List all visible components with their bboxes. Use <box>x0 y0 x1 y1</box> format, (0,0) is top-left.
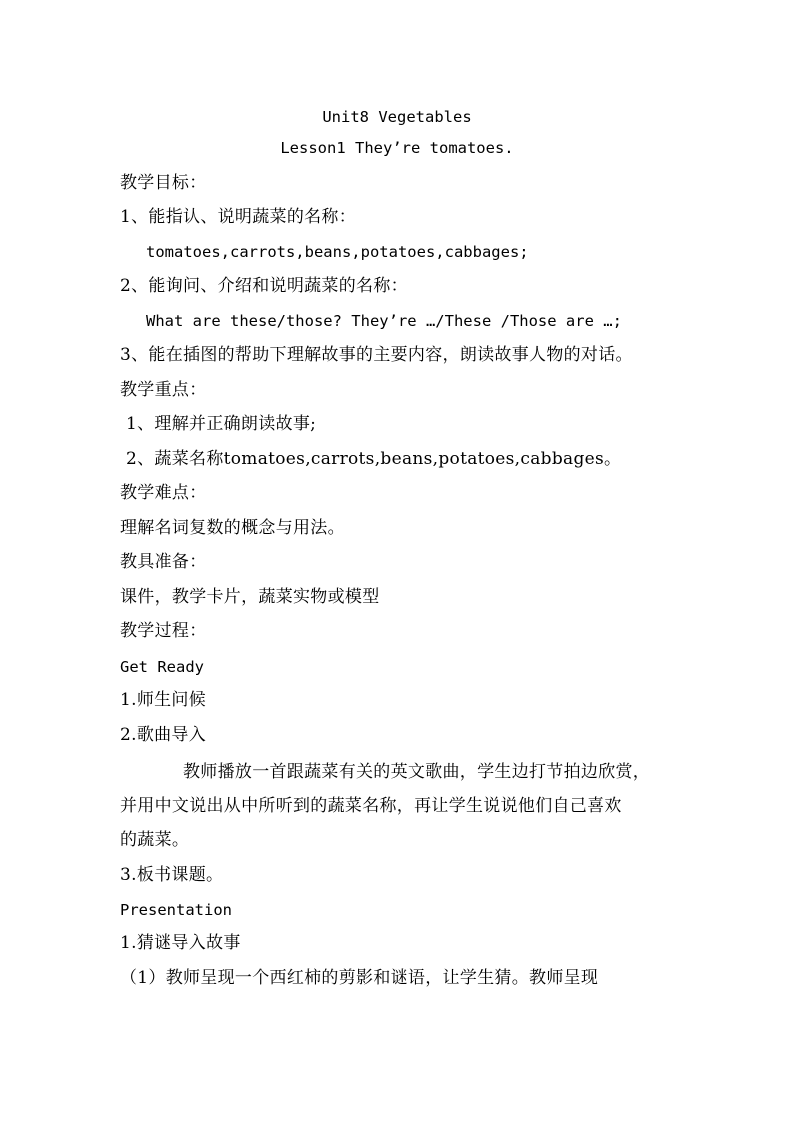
heading-difficulties: 教学难点： <box>120 483 207 503</box>
lesson-title: Lesson1 They’re tomatoes. <box>280 139 514 157</box>
step-riddle: 1.猜谜导入故事 <box>120 933 241 953</box>
key-point-1: 1、理解并正确朗读故事; <box>126 414 317 434</box>
song-paragraph-line-3: 的蔬菜。 <box>120 830 190 850</box>
section-presentation: Presentation <box>120 901 232 919</box>
goal-2: 2、能询问、介绍和说明蔬菜的名称： <box>120 276 408 296</box>
section-get-ready: Get Ready <box>120 658 204 676</box>
heading-teaching-goals: 教学目标： <box>120 173 207 193</box>
heading-materials: 教具准备： <box>120 552 207 572</box>
song-paragraph-line-1: 教师播放一首跟蔬菜有关的英文歌曲，学生边打节拍边欣赏， <box>183 762 651 782</box>
difficulty-text: 理解名词复数的概念与用法。 <box>120 518 345 538</box>
riddle-paragraph-line-1: （1）教师呈现一个西红柿的剪影和谜语，让学生猜。教师呈现 <box>120 968 599 988</box>
materials-text: 课件，教学卡片，蔬菜实物或模型 <box>120 587 380 607</box>
key-point-2: 2、蔬菜名称tomatoes,carrots,beans,potatoes,cabbages。 <box>126 449 622 469</box>
heading-process: 教学过程： <box>120 621 207 641</box>
goal-1-vocabulary: tomatoes,carrots,beans,potatoes,cabbages; <box>146 243 529 261</box>
step-greeting: 1.师生问候 <box>120 690 207 710</box>
unit-title: Unit8 Vegetables <box>322 108 472 126</box>
goal-1: 1、能指认、说明蔬菜的名称： <box>120 207 357 227</box>
step-board-title: 3.板书课题。 <box>120 865 224 885</box>
goal-3: 3、能在插图的帮助下理解故事的主要内容，朗读故事人物的对话。 <box>120 345 633 365</box>
heading-key-points: 教学重点： <box>120 380 207 400</box>
goal-2-sentences: What are these/those? They’re …/These /Those are …; <box>146 312 622 330</box>
step-song: 2.歌曲导入 <box>120 725 207 745</box>
song-paragraph-line-2: 并用中文说出从中所听到的蔬菜名称，再让学生说说他们自己喜欢 <box>120 796 622 816</box>
